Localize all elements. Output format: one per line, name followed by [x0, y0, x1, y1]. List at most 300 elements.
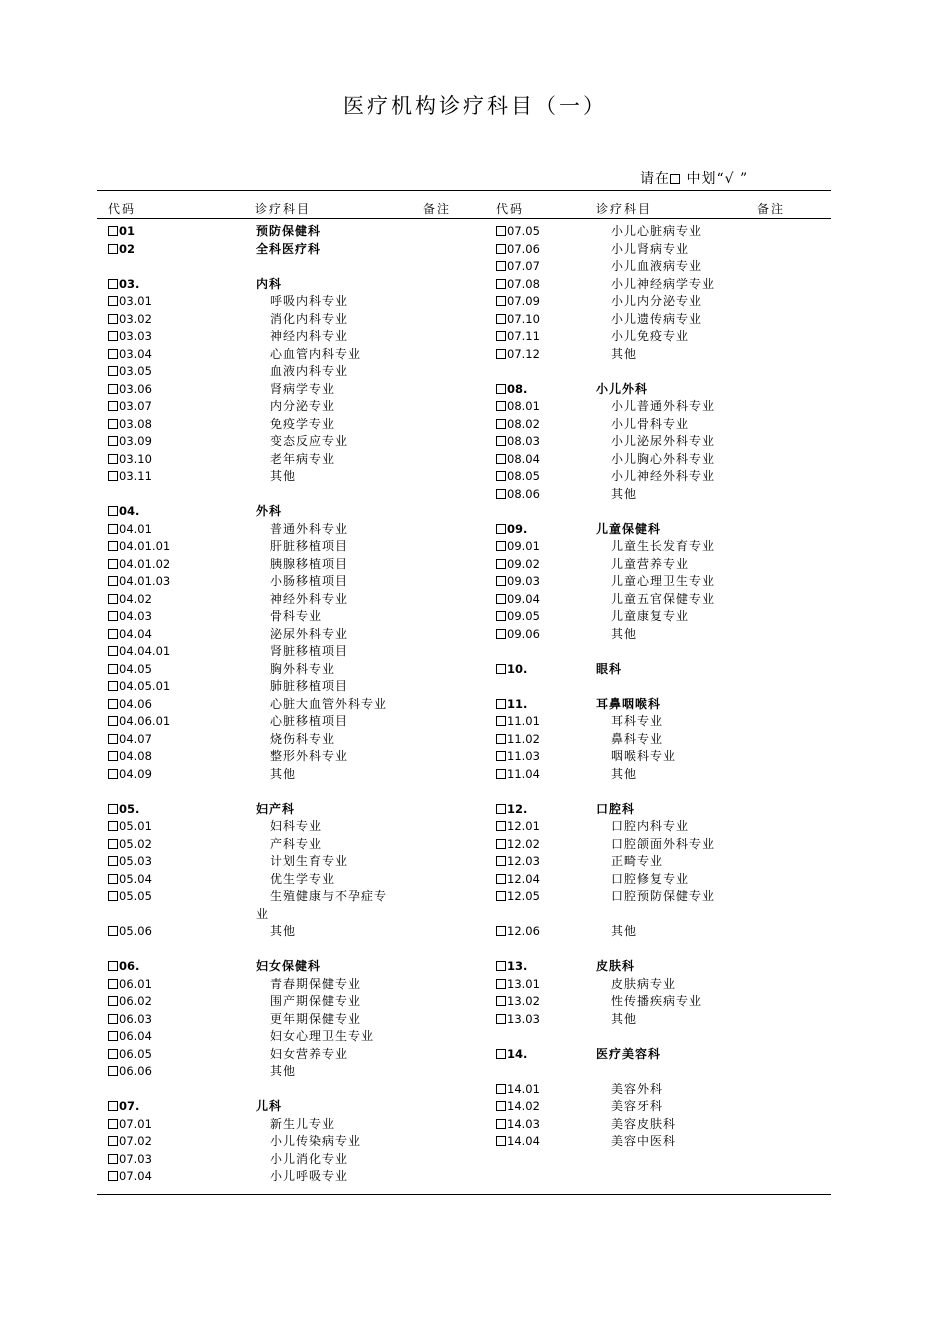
subject-code — [108, 346, 152, 364]
code-text: 06.02 — [119, 994, 152, 1008]
subject-name: 小儿泌尿外科专业 — [611, 434, 716, 448]
code-text: 04.01.02 — [119, 556, 171, 571]
subject-code — [108, 468, 152, 486]
code-text: 06. — [119, 959, 140, 973]
checkbox[interactable] — [496, 226, 506, 236]
checkbox[interactable] — [496, 471, 506, 481]
code-text: 12.05 — [507, 889, 540, 903]
subject-name: 内分泌专业 — [270, 399, 336, 413]
subject-name: 外科 — [256, 504, 283, 518]
subject-code — [108, 923, 152, 941]
code-text: 09.01 — [507, 539, 540, 553]
category-row — [496, 381, 876, 399]
code-text: 13. — [507, 959, 528, 973]
subject-name: 美容中医科 — [611, 1134, 677, 1148]
checkbox[interactable] — [496, 1101, 506, 1111]
code-text: 03.10 — [119, 451, 152, 466]
code-text: 03.04 — [119, 346, 152, 361]
checkbox[interactable] — [108, 1171, 118, 1181]
code-text: 07.12 — [507, 346, 540, 361]
subject-code — [108, 836, 152, 854]
subject-row — [108, 468, 488, 486]
code-text: 04.01 — [119, 521, 152, 536]
checkbox[interactable] — [108, 594, 118, 604]
row-spacer — [496, 1063, 876, 1081]
subject-name: 小儿神经病学专业 — [611, 276, 716, 291]
subject-row — [496, 451, 876, 469]
subject-name: 小儿外科 — [596, 381, 649, 396]
checkbox[interactable] — [496, 1049, 506, 1059]
subject-code — [496, 696, 527, 714]
subject-name: 新生儿专业 — [270, 1116, 336, 1131]
subject-name: 肝脏移植项目 — [270, 539, 349, 553]
subject-code — [496, 871, 540, 889]
code-text: 13.02 — [507, 994, 540, 1008]
subject-code — [108, 433, 152, 451]
checkbox[interactable] — [496, 261, 506, 271]
subject-row — [108, 381, 488, 399]
subject-name: 血液内科专业 — [270, 364, 349, 378]
checkbox[interactable] — [496, 594, 506, 604]
subject-name: 神经内科专业 — [270, 329, 349, 343]
code-text: 14. — [507, 1046, 528, 1061]
subject-row — [496, 1011, 876, 1029]
subject-code — [108, 556, 170, 574]
subject-code — [496, 1046, 527, 1064]
subject-row — [496, 731, 876, 749]
checkbox[interactable] — [108, 384, 118, 394]
code-text: 08.01 — [507, 399, 540, 413]
checkbox[interactable] — [108, 1049, 118, 1059]
checkbox[interactable] — [108, 366, 118, 376]
checkbox[interactable] — [496, 314, 506, 324]
subject-code — [496, 346, 540, 364]
subject-code — [108, 853, 152, 871]
row-spacer — [496, 643, 876, 661]
subject-code — [496, 381, 527, 399]
checkbox[interactable] — [496, 891, 506, 901]
checkbox[interactable] — [108, 1031, 118, 1041]
subject-row — [496, 836, 876, 854]
checkbox[interactable] — [496, 401, 506, 411]
checkbox[interactable] — [496, 524, 506, 534]
subject-name: 小儿传染病专业 — [270, 1134, 362, 1148]
checkbox[interactable] — [108, 401, 118, 411]
subject-name: 性传播疾病专业 — [611, 994, 703, 1008]
subject-name: 妇产科 — [256, 801, 296, 816]
subject-name: 口腔颌面外科专业 — [611, 836, 716, 851]
checkbox[interactable] — [496, 244, 506, 254]
subject-row — [108, 976, 488, 994]
row-spacer — [108, 941, 488, 959]
checkbox[interactable] — [496, 331, 506, 341]
code-text: 13.01 — [507, 976, 540, 991]
checkbox[interactable] — [108, 926, 118, 936]
subject-code — [108, 1133, 152, 1151]
subject-code — [108, 293, 152, 311]
subject-code — [108, 801, 139, 819]
checkbox[interactable] — [496, 1136, 506, 1146]
checkbox[interactable] — [496, 419, 506, 429]
subject-code — [108, 1028, 152, 1046]
subject-name: 眼科 — [596, 661, 623, 676]
subject-code — [108, 591, 152, 609]
category-row — [496, 958, 876, 976]
subject-name: 泌尿外科专业 — [270, 626, 349, 641]
subject-name: 肺脏移植项目 — [270, 679, 349, 693]
subject-code — [496, 223, 540, 241]
subject-name: 皮肤科 — [596, 959, 636, 973]
subject-name: 鼻科专业 — [611, 731, 664, 746]
code-text: 12.04 — [507, 871, 540, 886]
checkbox[interactable] — [496, 699, 506, 709]
code-text: 04.05.01 — [119, 679, 171, 693]
subject-row — [496, 258, 876, 276]
checkbox[interactable] — [108, 751, 118, 761]
subject-code — [496, 241, 540, 259]
checkbox[interactable] — [496, 979, 506, 989]
checkbox[interactable] — [108, 769, 118, 779]
code-text: 07.11 — [507, 329, 540, 343]
code-text: 04. — [119, 504, 140, 518]
checkbox[interactable] — [108, 681, 118, 691]
checkbox[interactable] — [108, 454, 118, 464]
checkbox[interactable] — [108, 436, 118, 446]
subject-code — [108, 661, 152, 679]
subject-code — [496, 1011, 540, 1029]
checkbox[interactable] — [108, 1066, 118, 1076]
category-row — [496, 521, 876, 539]
subject-name: 小儿消化专业 — [270, 1151, 349, 1166]
code-text: 04.04.01 — [119, 644, 171, 658]
subject-name: 骨科专业 — [270, 609, 323, 623]
right-column — [496, 223, 876, 1151]
subject-code — [108, 328, 152, 346]
header-bottom-rule — [97, 218, 831, 219]
subject-name: 儿童心理卫生专业 — [611, 574, 716, 588]
category-row — [496, 1046, 876, 1064]
code-text: 07.10 — [507, 311, 540, 326]
header-subject-left: 诊疗科目 — [255, 202, 312, 216]
subject-row — [496, 1081, 876, 1099]
code-text: 08.05 — [507, 469, 540, 483]
checkbox[interactable] — [496, 961, 506, 971]
subject-name: 美容外科 — [611, 1081, 664, 1096]
subject-name: 小儿内分泌专业 — [611, 294, 703, 308]
subject-row — [496, 556, 876, 574]
subject-code — [496, 538, 540, 556]
checkbox[interactable] — [108, 1119, 118, 1129]
code-text: 13.03 — [507, 1011, 540, 1026]
checkbox[interactable] — [108, 979, 118, 989]
checkbox[interactable] — [108, 524, 118, 534]
subject-code — [496, 958, 527, 976]
subject-row — [108, 1116, 488, 1134]
checkbox[interactable] — [496, 996, 506, 1006]
checkbox[interactable] — [108, 1014, 118, 1024]
code-text: 09.04 — [507, 591, 540, 606]
checkbox[interactable] — [496, 716, 506, 726]
checkbox[interactable] — [496, 576, 506, 586]
subject-code — [496, 276, 540, 294]
row-spacer — [108, 783, 488, 801]
subject-row — [108, 766, 488, 784]
checkbox[interactable] — [108, 996, 118, 1006]
checkbox[interactable] — [108, 804, 118, 814]
subject-row — [496, 608, 876, 626]
code-text: 01 — [119, 224, 136, 238]
checkbox[interactable] — [108, 891, 118, 901]
subject-name: 青春期保健专业 — [270, 976, 362, 991]
code-text: 08.02 — [507, 416, 540, 431]
subject-code — [496, 888, 540, 906]
checkbox[interactable] — [108, 419, 118, 429]
checkbox[interactable] — [496, 384, 506, 394]
subject-row — [108, 888, 488, 906]
checkbox[interactable] — [108, 279, 118, 289]
checkbox[interactable] — [496, 1119, 506, 1129]
code-text: 04.02 — [119, 591, 152, 606]
checkbox[interactable] — [108, 699, 118, 709]
subject-code — [496, 416, 540, 434]
checkbox[interactable] — [496, 926, 506, 936]
subject-name: 美容皮肤科 — [611, 1116, 677, 1131]
subject-name: 胰腺移植项目 — [270, 556, 349, 571]
header-top-rule — [97, 190, 831, 191]
checkbox[interactable] — [108, 1154, 118, 1164]
checkbox[interactable] — [108, 874, 118, 884]
instruction-suffix: 中划“√ ” — [686, 171, 749, 187]
subject-name: 儿童营养专业 — [611, 556, 690, 571]
subject-name: 消化内科专业 — [270, 311, 349, 326]
checkbox[interactable] — [496, 804, 506, 814]
code-text: 12.06 — [507, 924, 540, 938]
subject-code — [108, 1098, 139, 1116]
subject-name: 正畸专业 — [611, 854, 664, 868]
subject-row — [108, 643, 488, 661]
checkbox[interactable] — [496, 296, 506, 306]
code-text: 04.08 — [119, 749, 152, 763]
subject-name: 耳鼻咽喉科 — [596, 696, 662, 711]
checkbox[interactable] — [496, 874, 506, 884]
code-text: 12.02 — [507, 836, 540, 851]
checkbox[interactable] — [108, 331, 118, 341]
subject-code — [496, 573, 540, 591]
code-text: 10. — [507, 661, 528, 676]
checkbox[interactable] — [108, 856, 118, 866]
checkbox[interactable] — [108, 244, 118, 254]
checkbox[interactable] — [108, 664, 118, 674]
subject-row — [108, 346, 488, 364]
subject-name: 计划生育专业 — [270, 854, 349, 868]
checkbox[interactable] — [496, 279, 506, 289]
code-text: 03.03 — [119, 329, 152, 343]
header-subject-right: 诊疗科目 — [596, 202, 653, 216]
subject-row — [496, 748, 876, 766]
subject-code — [496, 748, 540, 766]
subject-name: 咽喉科专业 — [611, 749, 677, 763]
subject-name: 普通外科专业 — [270, 521, 349, 536]
code-text: 02 — [119, 241, 136, 256]
subject-code — [496, 1116, 540, 1134]
subject-row — [108, 1028, 488, 1046]
subject-name: 神经外科专业 — [270, 591, 349, 606]
subject-name: 口腔内科专业 — [611, 819, 690, 833]
checkbox-sample-icon — [670, 174, 680, 184]
checkbox[interactable] — [108, 716, 118, 726]
checkbox[interactable] — [108, 1136, 118, 1146]
subject-name-continuation: 业 — [256, 906, 270, 921]
subject-row — [108, 678, 488, 696]
code-text: 03.11 — [119, 469, 152, 483]
code-text: 12.01 — [507, 819, 540, 833]
subject-name: 预防保健科 — [256, 224, 322, 238]
checkbox[interactable] — [108, 506, 118, 516]
subject-name: 其他 — [611, 766, 638, 781]
category-row — [108, 1098, 488, 1116]
subject-row — [108, 1046, 488, 1064]
subject-row — [496, 538, 876, 556]
checkbox[interactable] — [496, 436, 506, 446]
code-text: 14.02 — [507, 1099, 540, 1113]
checkbox[interactable] — [496, 454, 506, 464]
checkbox[interactable] — [108, 646, 118, 656]
subject-code — [496, 521, 527, 539]
checkbox[interactable] — [496, 541, 506, 551]
subject-row — [496, 293, 876, 311]
checkbox[interactable] — [496, 349, 506, 359]
subject-row — [108, 608, 488, 626]
checkbox[interactable] — [496, 664, 506, 674]
checkbox[interactable] — [496, 821, 506, 831]
checkbox[interactable] — [108, 559, 118, 569]
code-text: 08.04 — [507, 451, 540, 466]
category-row — [108, 223, 488, 241]
category-row — [496, 661, 876, 679]
page-title: 医疗机构诊疗科目（一） — [343, 94, 607, 118]
subject-row — [496, 241, 876, 259]
subject-row — [108, 661, 488, 679]
row-spacer — [496, 906, 876, 924]
subject-row — [108, 538, 488, 556]
subject-name: 小儿肾病专业 — [611, 241, 690, 256]
subject-name: 肾脏移植项目 — [270, 644, 349, 658]
checkbox[interactable] — [108, 226, 118, 236]
subject-row — [108, 521, 488, 539]
checkbox[interactable] — [496, 751, 506, 761]
checkbox[interactable] — [496, 769, 506, 779]
subject-name: 其他 — [611, 626, 638, 641]
checkbox[interactable] — [108, 296, 118, 306]
code-text: 04.09 — [119, 766, 152, 781]
checkbox[interactable] — [108, 576, 118, 586]
category-row — [108, 958, 488, 976]
instruction-prefix: 请在 — [640, 171, 670, 187]
checkbox[interactable] — [108, 734, 118, 744]
checkbox[interactable] — [108, 349, 118, 359]
subject-name: 小儿心脏病专业 — [611, 224, 703, 238]
subject-code — [108, 241, 135, 259]
subject-code — [496, 801, 527, 819]
checkbox[interactable] — [496, 856, 506, 866]
subject-name: 妇科专业 — [270, 819, 323, 833]
subject-code — [108, 451, 152, 469]
code-text: 05.05 — [119, 889, 152, 903]
row-spacer — [496, 363, 876, 381]
checkbox[interactable] — [496, 839, 506, 849]
subject-name: 整形外科专业 — [270, 749, 349, 763]
checkbox[interactable] — [108, 629, 118, 639]
subject-name: 心血管内科专业 — [270, 346, 362, 361]
checkbox[interactable] — [108, 821, 118, 831]
subject-code — [496, 1133, 540, 1151]
subject-row — [496, 486, 876, 504]
code-text: 03.07 — [119, 399, 152, 413]
subject-code — [496, 836, 540, 854]
subject-name: 小儿呼吸专业 — [270, 1169, 349, 1183]
subject-row — [108, 836, 488, 854]
checkbox[interactable] — [496, 1084, 506, 1094]
checkbox[interactable] — [108, 961, 118, 971]
code-text: 14.04 — [507, 1134, 540, 1148]
checkbox[interactable] — [496, 611, 506, 621]
code-text: 07.05 — [507, 224, 540, 238]
subject-code — [108, 1046, 152, 1064]
checkbox[interactable] — [108, 611, 118, 621]
checkbox[interactable] — [496, 559, 506, 569]
subject-code — [496, 311, 540, 329]
code-text: 05.01 — [119, 819, 152, 833]
checkbox[interactable] — [496, 1014, 506, 1024]
subject-row — [108, 328, 488, 346]
checkbox[interactable] — [108, 839, 118, 849]
subject-code — [496, 766, 540, 784]
checkbox[interactable] — [108, 471, 118, 481]
subject-code — [108, 416, 152, 434]
subject-name: 儿童五官保健专业 — [611, 591, 716, 606]
checkbox[interactable] — [496, 489, 506, 499]
code-text: 03.02 — [119, 311, 152, 326]
subject-code — [108, 276, 139, 294]
subject-code — [108, 1168, 152, 1186]
code-text: 04.06.01 — [119, 714, 171, 728]
subject-name: 其他 — [270, 1064, 297, 1078]
subject-code — [496, 993, 540, 1011]
subject-code — [108, 573, 170, 591]
code-text: 08. — [507, 381, 528, 396]
subject-code — [108, 713, 170, 731]
code-text: 07.08 — [507, 276, 540, 291]
code-text: 05.06 — [119, 924, 152, 938]
subject-row — [496, 276, 876, 294]
checkbox[interactable] — [108, 541, 118, 551]
row-spacer — [496, 1028, 876, 1046]
subject-code — [108, 871, 152, 889]
code-text: 06.05 — [119, 1046, 152, 1061]
subject-code — [108, 311, 152, 329]
checkbox[interactable] — [108, 314, 118, 324]
code-text: 03.06 — [119, 381, 152, 396]
checkbox[interactable] — [108, 1101, 118, 1111]
checkbox[interactable] — [496, 734, 506, 744]
subject-row — [108, 433, 488, 451]
subject-row — [108, 853, 488, 871]
header-note-left: 备注 — [423, 202, 452, 216]
subject-row — [496, 818, 876, 836]
code-text: 07.04 — [119, 1169, 152, 1183]
code-text: 08.03 — [507, 434, 540, 448]
checkbox[interactable] — [496, 629, 506, 639]
